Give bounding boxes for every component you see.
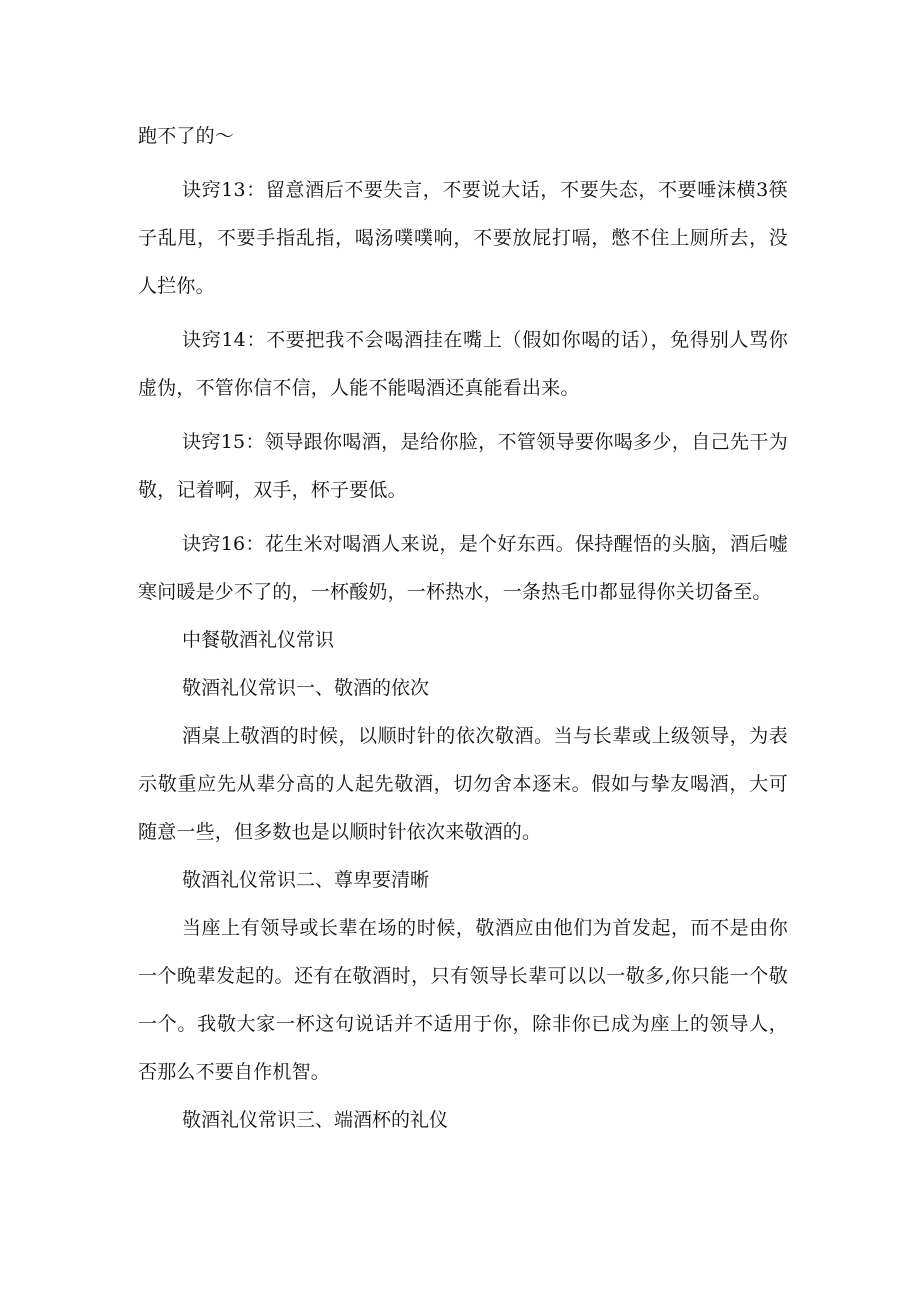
paragraph-tip-15: 诀窍15：领导跟你喝酒，是给你脸，不管领导要你喝多少，自己先干为敬，记着啊，双手，杯子要低。	[138, 431, 788, 501]
subsection-heading-1: 敬酒礼仪常识一、敬酒的依次	[182, 677, 430, 699]
subsection-heading-2: 敬酒礼仪常识二、尊卑要清晰	[182, 869, 430, 891]
section-heading: 中餐敬酒礼仪常识	[182, 629, 335, 651]
paragraph-tip-13: 诀窍13：留意酒后不要失言，不要说大话，不要失态，不要唾沫横3筷子乱甩，不要手指乱指，喝汤噗噗响，不要放屁打嗝，憋不住上厕所去，没人拦你。	[138, 179, 788, 297]
paragraph-tip-16: 诀窍16：花生米对喝酒人来说，是个好东西。保持醒悟的头脑，酒后嘘寒问暖是少不了的，一杯酸奶，一杯热水，一条热毛巾都显得你关切备至。	[138, 533, 788, 603]
paragraph-order: 酒桌上敬酒的时候，以顺时针的依次敬酒。当与长辈或上级领导，为表示敬重应先从辈分高的人起先敬酒，切勿舍本逐末。假如与挚友喝酒，大可随意一些，但多数也是以顺时针依次来敬酒的。	[138, 725, 788, 843]
paragraph-continuation: 跑不了的～	[138, 125, 235, 147]
paragraph-tip-14: 诀窍14：不要把我不会喝酒挂在嘴上（假如你喝的话），免得别人骂你虚伪，不管你信不信，人能不能喝酒还真能看出来。	[138, 329, 788, 399]
paragraph-seniority: 当座上有领导或长辈在场的时候，敬酒应由他们为首发起，而不是由你一个晚辈发起的。还有在敬酒时，只有领导长辈可以以一敬多,你只能一个敬一个。我敬大家一杯这句说话并不适用于你，除非你已成为座上的领导人，否那么不要自作机智。	[138, 917, 788, 1083]
subsection-heading-3: 敬酒礼仪常识三、端酒杯的礼仪	[182, 1109, 449, 1131]
document-body	[138, 112, 788, 1144]
